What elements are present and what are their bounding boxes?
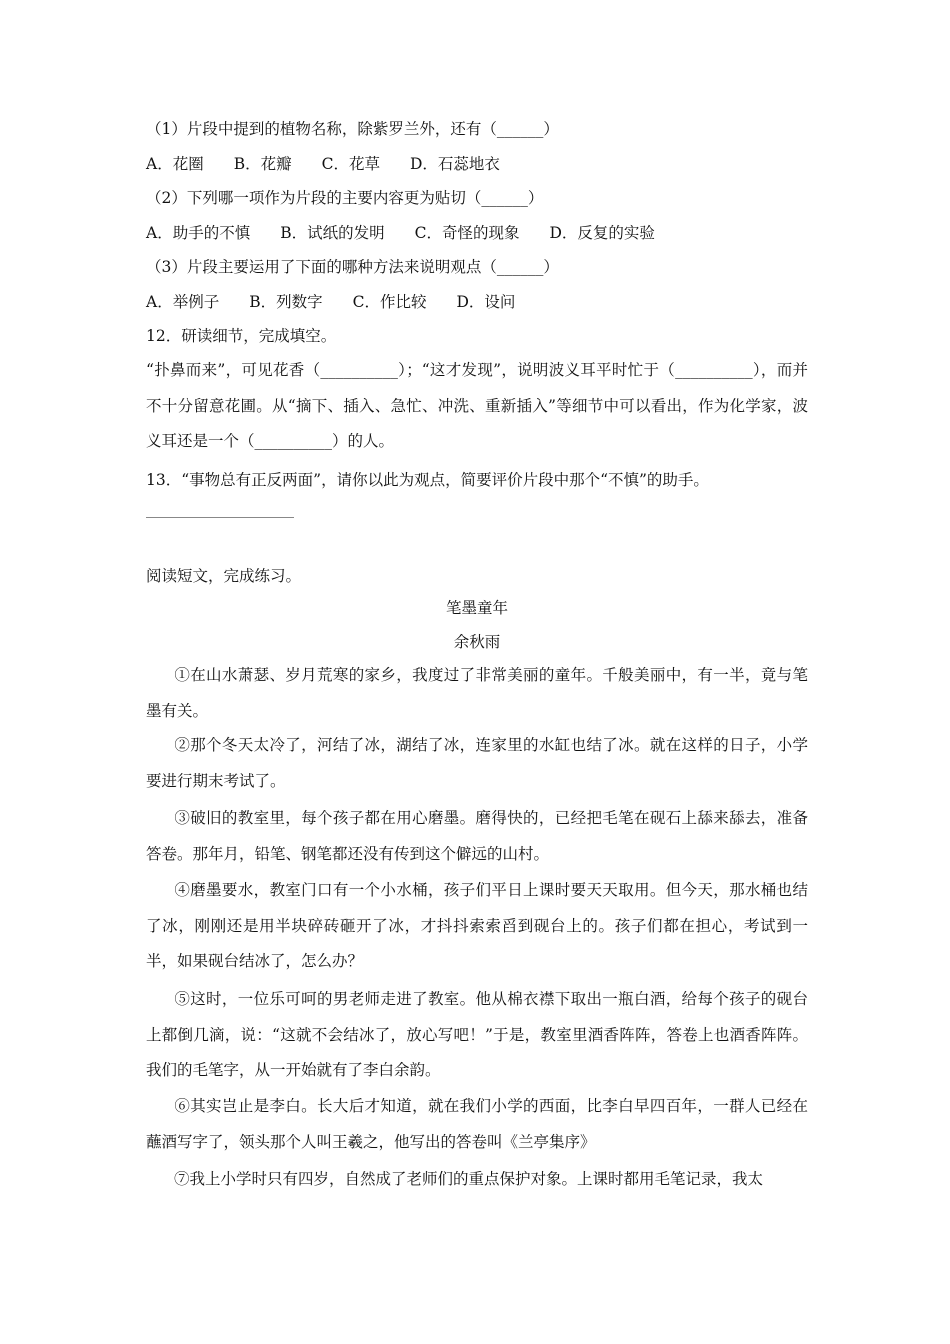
- article-paragraph-3: ③破旧的教室里，每个孩子都在用心磨墨。磨得快的，已经把毛笔在砚石上舔来舔去，准备答卷。那年月，铅笔、钢笔都还没有传到这个僻远的山村。: [146, 809, 808, 863]
- q13-stem: 13．“事物总有正反两面”，请你以此为观点，简要评价片段中那个“不慎”的助手。: [146, 471, 709, 489]
- q1-option-c: C．花草: [321, 155, 380, 173]
- article-title: 笔墨童年: [445, 599, 508, 617]
- q2-option-c: C．奇怪的现象: [414, 224, 520, 242]
- q2-stem: （2）下列哪一项作为片段的主要内容更为贴切（______）: [146, 189, 544, 207]
- article-paragraph-6: ⑥其实岂止是李白。长大后才知道，就在我们小学的西面，比李白早四百年，一群人已经在蘸酒写字了，领头那个人叫王羲之，他写出的答卷叫《兰亭集序》: [146, 1097, 808, 1151]
- article-paragraph-4: ④磨墨要水，教室门口有一个小水桶，孩子们平日上课时要天天取用。但今天，那水桶也结了冰，刚刚还是用半块碎砖砸开了冰，才抖抖索索舀到砚台上的。孩子们都在担心，考试到一半，如果砚台结冰了，怎么办？: [146, 881, 808, 970]
- q1-options: [146, 154, 530, 174]
- q3-option-b: B．列数字: [249, 293, 323, 311]
- q2-option-b: B．试纸的发明: [280, 224, 385, 242]
- q2-option-d: D．反复的实验: [549, 224, 655, 242]
- q3-option-d: D．设问: [456, 293, 516, 311]
- q3-options: [146, 292, 545, 312]
- answer-line: [146, 517, 294, 518]
- q2-option-a: A．助手的不慎: [146, 224, 251, 242]
- q1-option-a: A．花圈: [146, 155, 204, 173]
- article-paragraph-2: ②那个冬天太冷了，河结了冰，湖结了冰，连家里的水缸也结了冰。就在这样的日子，小学要进行期末考试了。: [146, 736, 808, 790]
- q3-stem: （3）片段主要运用了下面的哪种方法来说明观点（______）: [146, 258, 559, 276]
- reading-instruction: 阅读短文，完成练习。: [146, 567, 302, 585]
- article-paragraph-5: ⑤这时，一位乐可呵的男老师走进了教室。他从棉衣襟下取出一瓶白酒，给每个孩子的砚台上都倒几滴，说：“这就不会结冰了，放心写吧！”于是，教室里酒香阵阵，答卷上也酒香阵阵。我们的毛笔字，从一开始就有了李白余韵。: [146, 990, 808, 1079]
- article-author: 余秋雨: [453, 633, 501, 651]
- q1-stem: （1）片段中提到的植物名称，除紫罗兰外，还有（______）: [146, 120, 559, 138]
- q3-option-c: C．作比较: [352, 293, 427, 311]
- q1-option-d: D．石蕊地衣: [409, 155, 500, 173]
- article-paragraph-7: ⑦我上小学时只有四岁，自然成了老师们的重点保护对象。上课时都用毛笔记录，我太: [174, 1170, 764, 1188]
- article-paragraph-1: ①在山水萧瑟、岁月荒寒的家乡，我度过了非常美丽的童年。千般美丽中，有一半，竟与笔墨有关。: [146, 666, 808, 720]
- q3-option-a: A．举例子: [146, 293, 220, 311]
- q2-options: [146, 223, 685, 243]
- q12-body: “扑鼻而来”，可见花香（__________）；“这才发现”，说明波义耳平时忙于（__________），而并不十分留意花圃。从“摘下、插入、急忙、冲洗、重新插入”等细节中可以看出，作为化学家，波义耳还是一个（__________）的人。: [146, 361, 808, 450]
- q12-stem: 12．研读细节，完成填空。: [146, 327, 337, 345]
- q1-option-b: B．花瓣: [233, 155, 292, 173]
